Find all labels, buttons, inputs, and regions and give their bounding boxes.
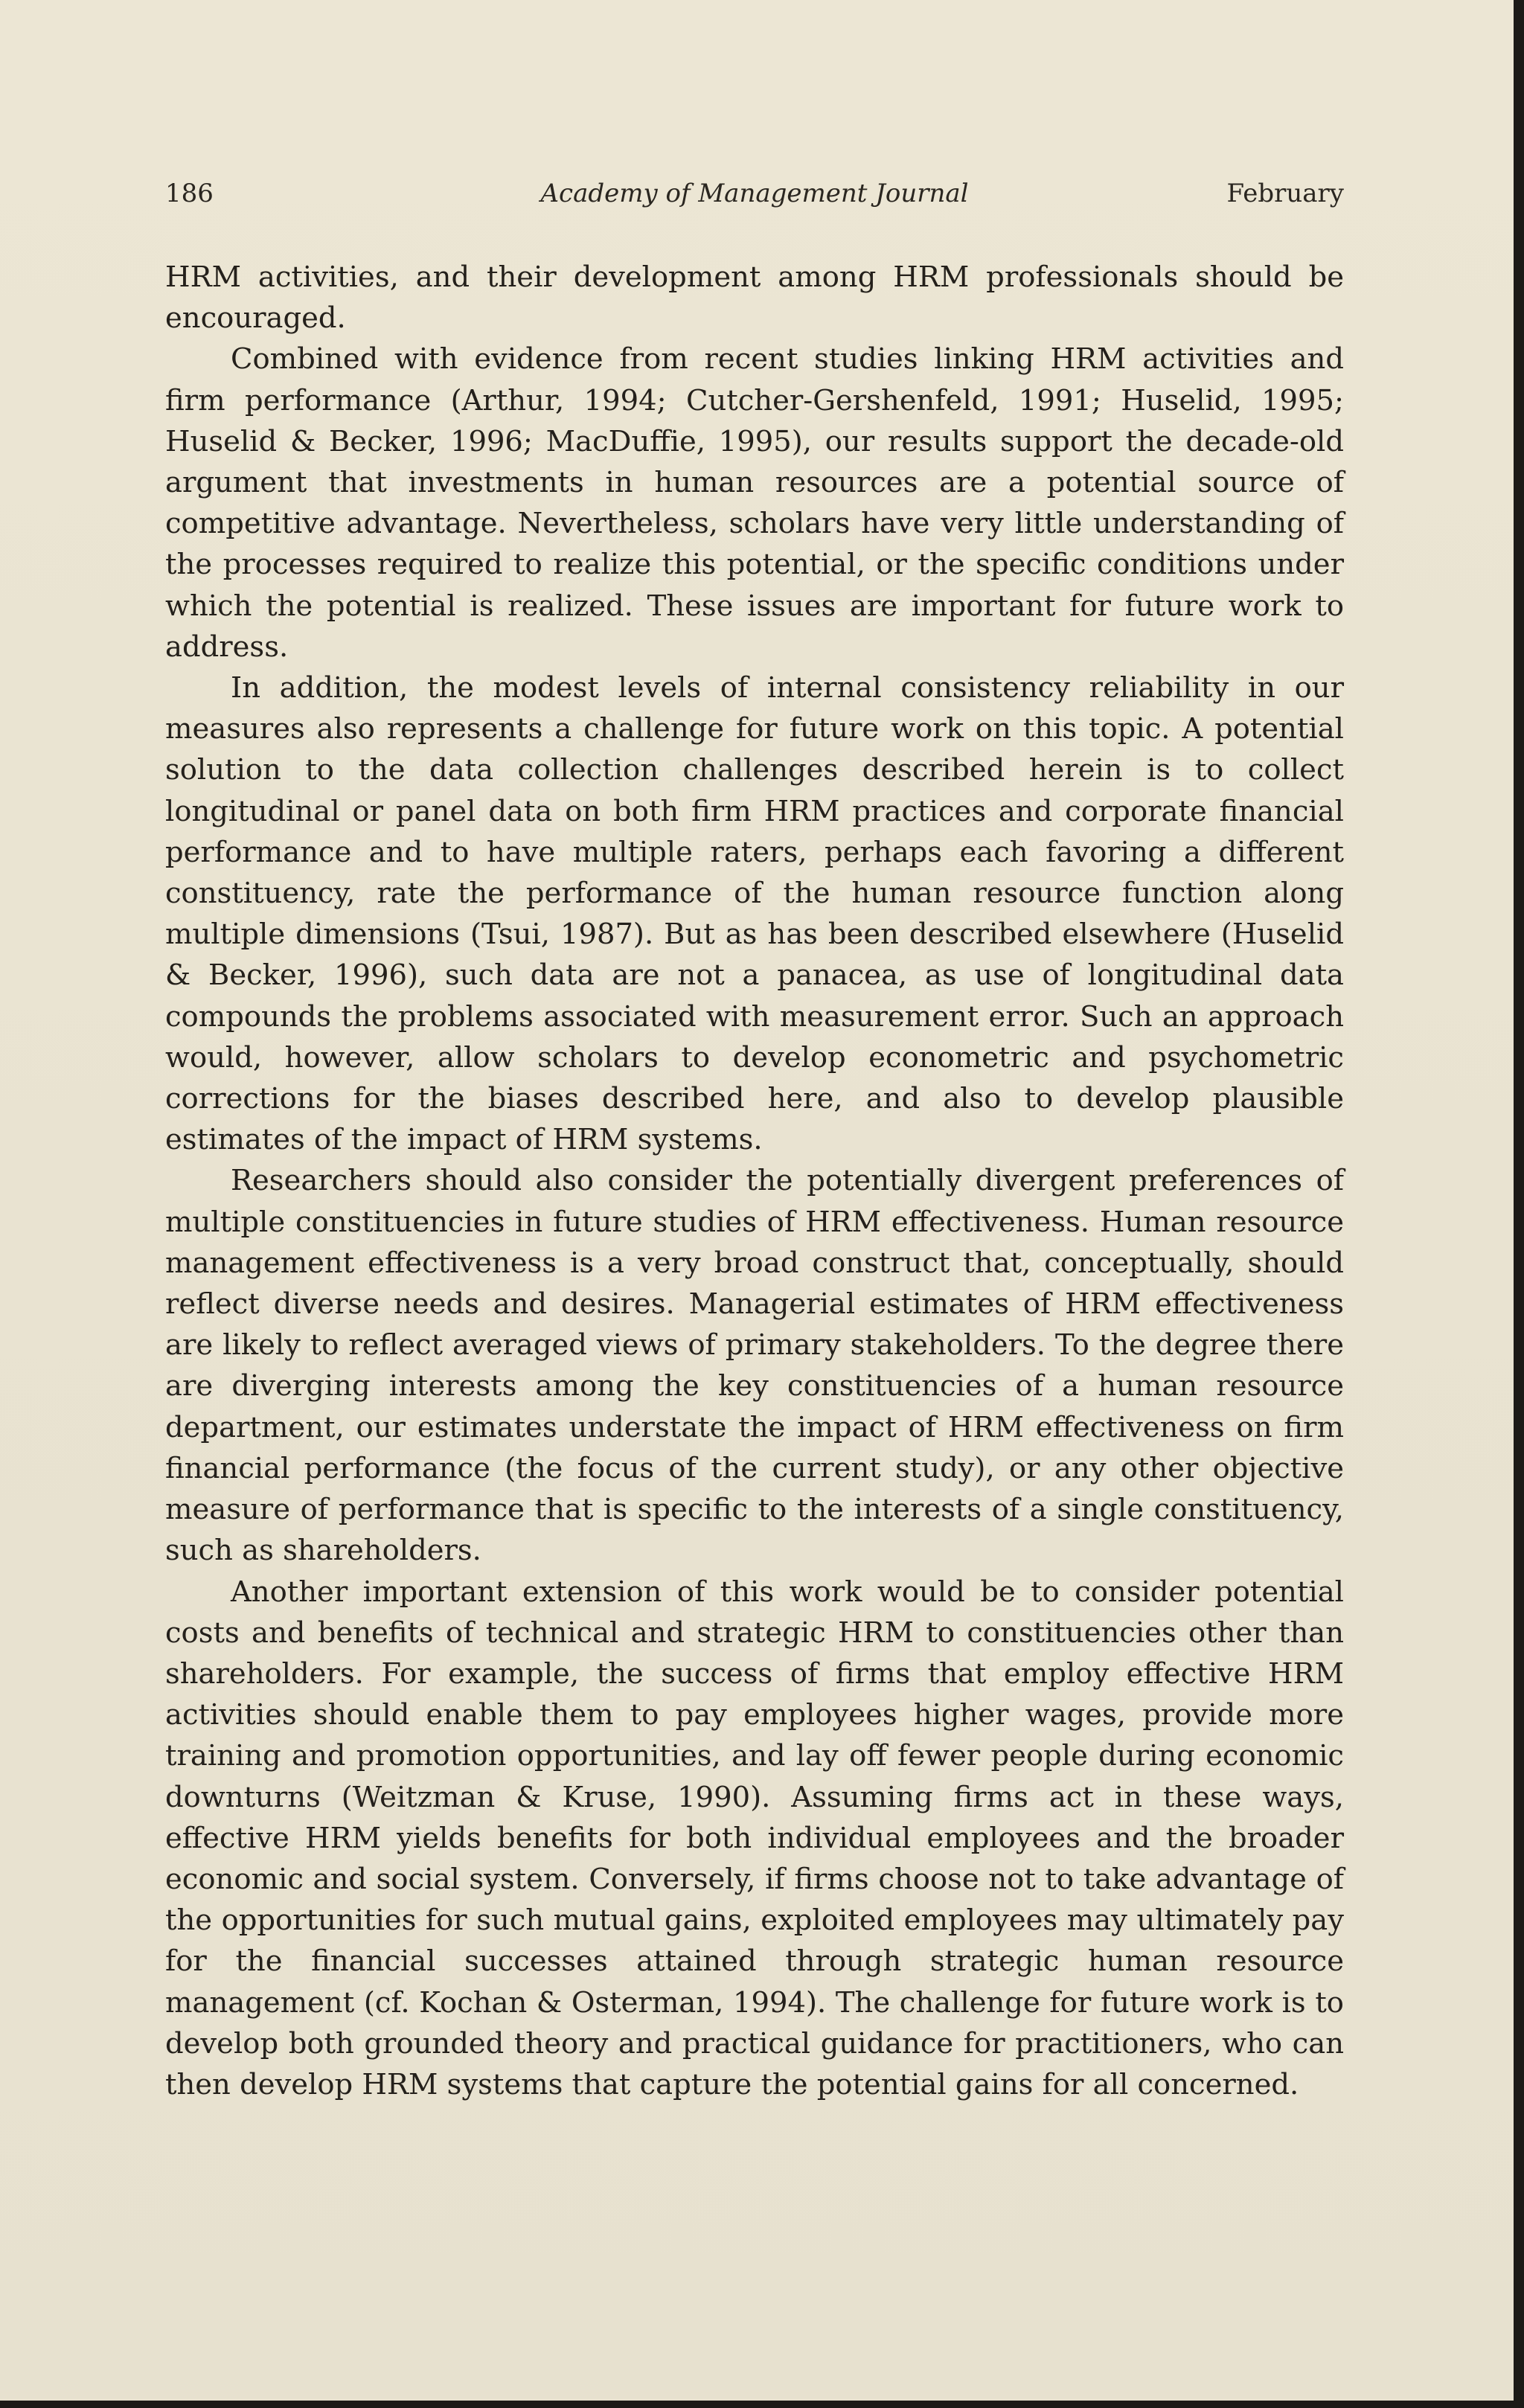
scan-edge-bottom [0,2401,1524,2408]
paragraph: In addition, the modest levels of internal consistency reliability in our measures also represents a challenge for future work on this topic. A potential solution to the data collection challenges described herein is to collect longitudinal or panel data on both firm HRM practices and corporate financial performance and to have multiple raters, perhaps each favoring a different constituency, rate the performance of the human resource function along multiple dimensions (Tsui, 1987). But as has been described elsewhere (Huselid & Becker, 1996), such data are not a panacea, as use of longitudinal data compounds the problems associated with measurement error. Such an approach would, however, allow scholars to develop econometric and psychometric corrections for the biases described here, and also to develop plausible estimates of the impact of HRM systems. [165,671,1344,1157]
paragraph: Combined with evidence from recent studies linking HRM activities and firm performance (Arthur, 1994; Cutcher-Gershenfeld, 1991; Huselid, 1995; Huselid & Becker, 1996; MacDuffie, 1995), our results support the decade-old argument that investments in human resources are a potential source of competitive advantage. Nevertheless, scholars have very little understanding of the processes required to realize this potential, or the specific conditions under which the potential is realized. These issues are important for future work to address. [165,342,1344,664]
body-text [165,257,1344,2105]
issue-month: February [1226,179,1344,208]
scan-edge-right [1514,0,1524,2408]
paragraph: Another important extension of this work would be to consider potential costs and benefits of technical and strategic HRM to constituencies other than shareholders. For example, the success of firms that employ effective HRM activities should enable them to pay employees higher wages, provide more training and promotion opportunities, and lay off fewer people during economic downturns (Weitzman & Kruse, 1990). Assuming firms act in these ways, effective HRM yields benefits for both individual employees and the broader economic and social system. Conversely, if firms choose not to take advantage of the opportunities for such mutual gains, exploited employees may ultimately pay for the financial successes attained through strategic human resource management (cf. Kochan & Osterman, 1994). The challenge for future work is to develop both grounded theory and practical guidance for practitioners, who can then develop HRM systems that capture the potential gains for all concerned. [165,1575,1344,2101]
paragraph-continued: HRM activities, and their development among HRM professionals should be encouraged. [165,260,1344,336]
journal-title: Academy of Management Journal [540,179,969,208]
running-head [165,179,1344,216]
paragraph: Researchers should also consider the potentially divergent preferences of multiple constituencies in future studies of HRM effectiveness. Human resource management effectiveness is a very broad construct that, conceptually, should reflect diverse needs and desires. Managerial estimates of HRM effectiveness are likely to reflect averaged views of primary stakeholders. To the degree there are diverging interests among the key constituencies of a human resource department, our estimates understate the impact of HRM effectiveness on firm financial performance (the focus of the current study), or any other objective measure of performance that is specific to the interests of a single constituency, such as shareholders. [165,1164,1344,1568]
page-number: 186 [165,179,214,208]
